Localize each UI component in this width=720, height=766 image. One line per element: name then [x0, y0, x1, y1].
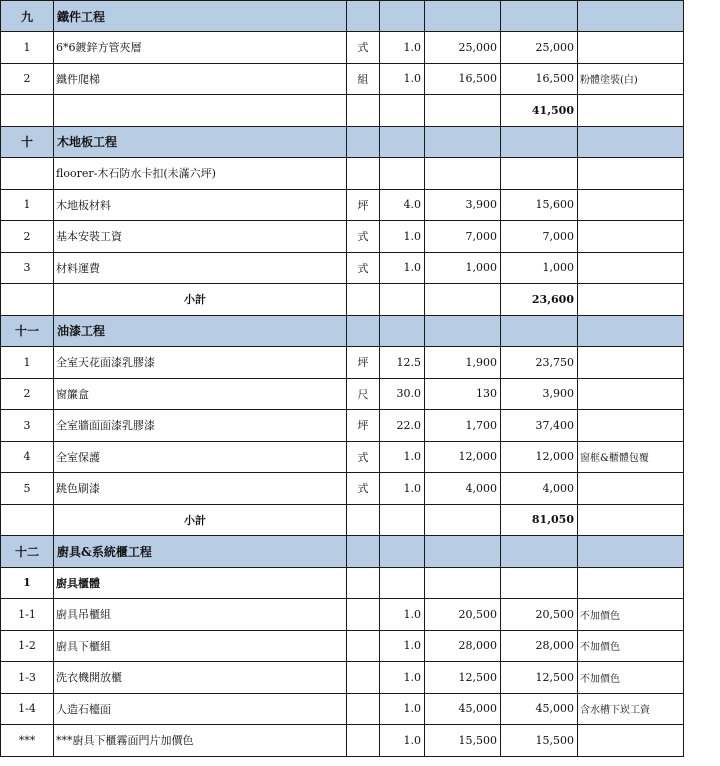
section-header-row	[1, 536, 684, 568]
subtotal-amount: 41,500	[501, 95, 578, 127]
item-note	[578, 252, 684, 284]
item-number: 5	[1, 473, 54, 505]
item-unit: 坪	[347, 347, 380, 379]
item-name: 全室牆面面漆乳膠漆	[54, 410, 347, 442]
section-title: 鐵件工程	[54, 1, 347, 32]
subtotal-row	[1, 284, 684, 316]
item-name: 全室保護	[54, 441, 347, 473]
item-note: 不加價色	[578, 662, 684, 694]
item-qty: 1.0	[380, 599, 425, 631]
item-price: 45,000	[425, 693, 501, 725]
item-name: 鐵件爬梯	[54, 63, 347, 95]
item-unit: 式	[347, 252, 380, 284]
item-note: 含水槽下崁工資	[578, 693, 684, 725]
item-number: 1	[1, 32, 54, 64]
item-amount: 25,000	[501, 32, 578, 64]
item-note	[578, 725, 684, 757]
item-number: 1-4	[1, 693, 54, 725]
item-price: 7,000	[425, 221, 501, 253]
item-amount: 28,000	[501, 630, 578, 662]
item-name: 洗衣機開放櫃	[54, 662, 347, 694]
item-note	[578, 189, 684, 221]
section-number: 十二	[1, 536, 54, 568]
section-header-row	[1, 315, 684, 347]
item-name: ***廚具下櫃霧面門片加價色	[54, 725, 347, 757]
item-price: 12,500	[425, 662, 501, 694]
item-number: 1-1	[1, 599, 54, 631]
section-description: floorer-木石防水卡扣(未滿六坪)	[54, 158, 347, 190]
item-name: 基本安裝工資	[54, 221, 347, 253]
item-amount: 20,500	[501, 599, 578, 631]
item-qty: 22.0	[380, 410, 425, 442]
section-header-row	[1, 1, 684, 32]
item-price: 130	[425, 378, 501, 410]
item-unit	[347, 693, 380, 725]
item-price: 4,000	[425, 473, 501, 505]
item-note: 窗框&櫃體包覆	[578, 441, 684, 473]
item-name: 窗簾盒	[54, 378, 347, 410]
table-row	[1, 599, 684, 631]
item-unit	[347, 662, 380, 694]
item-name: 6*6鍍鋅方管夾層	[54, 32, 347, 64]
table-row	[1, 221, 684, 253]
item-qty: 1.0	[380, 630, 425, 662]
item-price: 12,000	[425, 441, 501, 473]
item-price: 1,900	[425, 347, 501, 379]
item-name: 跳色刷漆	[54, 473, 347, 505]
item-note	[578, 378, 684, 410]
item-amount: 16,500	[501, 63, 578, 95]
item-unit: 式	[347, 473, 380, 505]
item-unit: 式	[347, 441, 380, 473]
item-name: 木地板材料	[54, 189, 347, 221]
item-amount: 12,500	[501, 662, 578, 694]
table-row	[1, 252, 684, 284]
section-title: 油漆工程	[54, 315, 347, 347]
item-amount: 15,500	[501, 725, 578, 757]
item-unit	[347, 630, 380, 662]
item-unit: 尺	[347, 378, 380, 410]
item-price: 20,500	[425, 599, 501, 631]
item-qty: 1.0	[380, 662, 425, 694]
table-row	[1, 189, 684, 221]
item-price: 25,000	[425, 32, 501, 64]
item-qty: 30.0	[380, 378, 425, 410]
table-row	[1, 473, 684, 505]
item-number: 3	[1, 410, 54, 442]
table-row	[1, 347, 684, 379]
subtotal-label	[54, 95, 347, 127]
subsection-number: 1	[1, 567, 54, 599]
item-name: 全室天花面漆乳膠漆	[54, 347, 347, 379]
subsection-title: 廚具櫃體	[54, 567, 347, 599]
item-unit: 坪	[347, 189, 380, 221]
table-row	[1, 378, 684, 410]
subtotal-amount: 23,600	[501, 284, 578, 316]
item-number: 2	[1, 378, 54, 410]
item-amount: 7,000	[501, 221, 578, 253]
item-number: 3	[1, 252, 54, 284]
item-number: 2	[1, 221, 54, 253]
item-qty: 1.0	[380, 252, 425, 284]
subtotal-row	[1, 504, 684, 536]
item-number: 1-2	[1, 630, 54, 662]
item-price: 15,500	[425, 725, 501, 757]
item-price: 16,500	[425, 63, 501, 95]
item-unit	[347, 599, 380, 631]
item-qty: 12.5	[380, 347, 425, 379]
item-qty: 1.0	[380, 693, 425, 725]
item-name: 廚具下櫃組	[54, 630, 347, 662]
item-qty: 1.0	[380, 32, 425, 64]
item-note	[578, 473, 684, 505]
table-row	[1, 410, 684, 442]
subtotal-amount: 81,050	[501, 504, 578, 536]
item-note	[578, 347, 684, 379]
subtotal-label: 小計	[54, 284, 347, 316]
item-note	[578, 32, 684, 64]
item-number: 4	[1, 441, 54, 473]
item-unit: 式	[347, 221, 380, 253]
section-header-row	[1, 126, 684, 158]
table-row	[1, 725, 684, 757]
table-row	[1, 63, 684, 95]
table-row	[1, 630, 684, 662]
item-unit: 組	[347, 63, 380, 95]
item-amount: 37,400	[501, 410, 578, 442]
item-name: 人造石檯面	[54, 693, 347, 725]
section-number: 九	[1, 1, 54, 32]
item-note: 粉體塗裝(白)	[578, 63, 684, 95]
item-number: 2	[1, 63, 54, 95]
item-amount: 12,000	[501, 441, 578, 473]
item-amount: 23,750	[501, 347, 578, 379]
item-amount: 45,000	[501, 693, 578, 725]
table-row	[1, 662, 684, 694]
item-number: 1	[1, 347, 54, 379]
item-price: 1,000	[425, 252, 501, 284]
subtotal-row	[1, 95, 684, 127]
subsection-header-row	[1, 567, 684, 599]
item-unit	[347, 725, 380, 757]
item-number: ***	[1, 725, 54, 757]
item-name: 材料運費	[54, 252, 347, 284]
item-amount: 15,600	[501, 189, 578, 221]
section-description-row	[1, 158, 684, 190]
subtotal-label: 小計	[54, 504, 347, 536]
item-note: 不加價色	[578, 630, 684, 662]
item-name: 廚具吊櫃組	[54, 599, 347, 631]
table-row	[1, 693, 684, 725]
section-number: 十	[1, 126, 54, 158]
item-qty: 1.0	[380, 441, 425, 473]
item-qty: 4.0	[380, 189, 425, 221]
item-price: 28,000	[425, 630, 501, 662]
item-qty: 1.0	[380, 221, 425, 253]
section-number: 十一	[1, 315, 54, 347]
item-note	[578, 410, 684, 442]
item-qty: 1.0	[380, 725, 425, 757]
item-unit: 坪	[347, 410, 380, 442]
item-qty: 1.0	[380, 63, 425, 95]
item-amount: 3,900	[501, 378, 578, 410]
item-note	[578, 221, 684, 253]
item-number: 1	[1, 189, 54, 221]
item-qty: 1.0	[380, 473, 425, 505]
section-title: 廚具&系統櫃工程	[54, 536, 347, 568]
item-price: 1,700	[425, 410, 501, 442]
item-unit: 式	[347, 32, 380, 64]
item-amount: 1,000	[501, 252, 578, 284]
item-price: 3,900	[425, 189, 501, 221]
table-row	[1, 441, 684, 473]
section-title: 木地板工程	[54, 126, 347, 158]
item-number: 1-3	[1, 662, 54, 694]
table-row	[1, 32, 684, 64]
item-note: 不加價色	[578, 599, 684, 631]
item-amount: 4,000	[501, 473, 578, 505]
